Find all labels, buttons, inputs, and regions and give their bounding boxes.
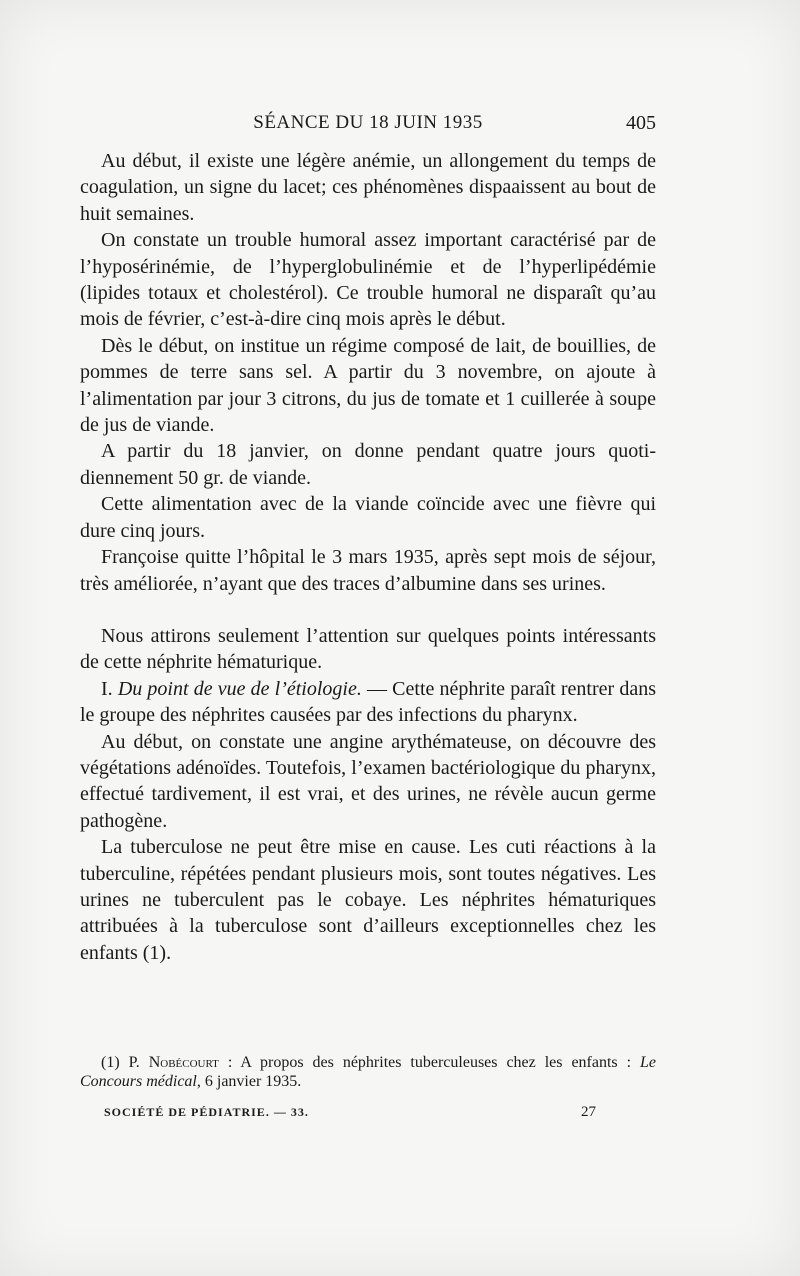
paragraph-8: Au début, on constate une angine arythémateuse, on découvre des végétations adénoïdes. Toutefois, l’examen bactériologique du pharynx, effectué tardivement, il est vrai, et des urines, ne révèle aucun germe pathogène. bbox=[80, 730, 656, 832]
footnote-text: : A propos des néphrites tuberculeuses chez les enfants : bbox=[218, 1054, 641, 1071]
running-title: SÉANCE DU 18 JUIN 1935 bbox=[253, 112, 483, 133]
printer-signature: SOCIÉTÉ DE PÉDIATRIE. — 33. bbox=[104, 1105, 309, 1119]
body-text bbox=[80, 148, 656, 966]
paragraph-5: Cette alimentation avec de la viande coïncide avec une fièvre qui dure cinq jours. bbox=[80, 493, 656, 542]
page-number: 405 bbox=[626, 112, 656, 134]
paragraph-3: Dès le début, on institue un régime composé de lait, de bouillies, de pommes de terre sans sel. A partir du 3 novembre, on ajoute à l’alimentation par jour 3 citrons, du jus de tomate et 1 cuillerée à soupe de jus de viande. bbox=[80, 334, 656, 437]
paragraph-2: On constate un trouble humoral assez important caractérisé par de l’hyposérinémie, de l’hyperglobulinémie et de l’hyperlipédémie (lipides totaux et cholestérol). Ce trouble humoral ne disparaît qu’au mois de février, c’est-à-dire cinq mois après le début. bbox=[80, 229, 656, 331]
footnote bbox=[80, 1053, 656, 1091]
paragraph-6: Françoise quitte l’hôpital le 3 mars 1935, après sept mois de séjour, très améliorée, n’ayant que des traces d’albumine dans ses urines. bbox=[80, 546, 656, 595]
footnote-journal: Le Concours médical bbox=[80, 1054, 657, 1090]
section-etiology bbox=[80, 676, 656, 729]
paragraph-4: A partir du 18 janvier, on donne pendant quatre jours quotidiennement 50 gr. de viande. bbox=[80, 440, 656, 489]
page-header bbox=[80, 112, 656, 142]
section-text: — Cette néphrite paraît rentrer dans le groupe des néphrites causées par des infections du pharynx. bbox=[80, 677, 656, 727]
footnote-author: Nobécourt bbox=[148, 1054, 219, 1071]
footnote-marker: (1) P. bbox=[101, 1054, 140, 1071]
section-title: Du point de vue de l’étiologie. bbox=[117, 677, 362, 700]
paragraph-7: Nous attirons seulement l’attention sur quelques points intéressants de cette néphrite hématurique. bbox=[80, 624, 656, 674]
paragraph-9: La tuberculose ne peut être mise en cause. Les cuti réactions à la tuberculine, répétées pendant plusieurs mois, sont toutes négatives. Les urines ne tuberculent pas le cobaye. Les néphrites hématuriques attribuées à la tuberculose sont d’ailleurs exceptionnelles chez les enfants (1). bbox=[80, 836, 656, 964]
footnote-date: , 6 janvier 1935. bbox=[196, 1073, 302, 1090]
paragraph-1: Au début, il existe une légère anémie, un allongement du temps de coagulation, un signe du lacet; ces phénomènes dispaaissent au bout de huit semaines. bbox=[80, 150, 656, 225]
page-footer bbox=[104, 1104, 596, 1120]
section-number: I. bbox=[101, 677, 113, 700]
signature-number: 27 bbox=[581, 1104, 596, 1120]
